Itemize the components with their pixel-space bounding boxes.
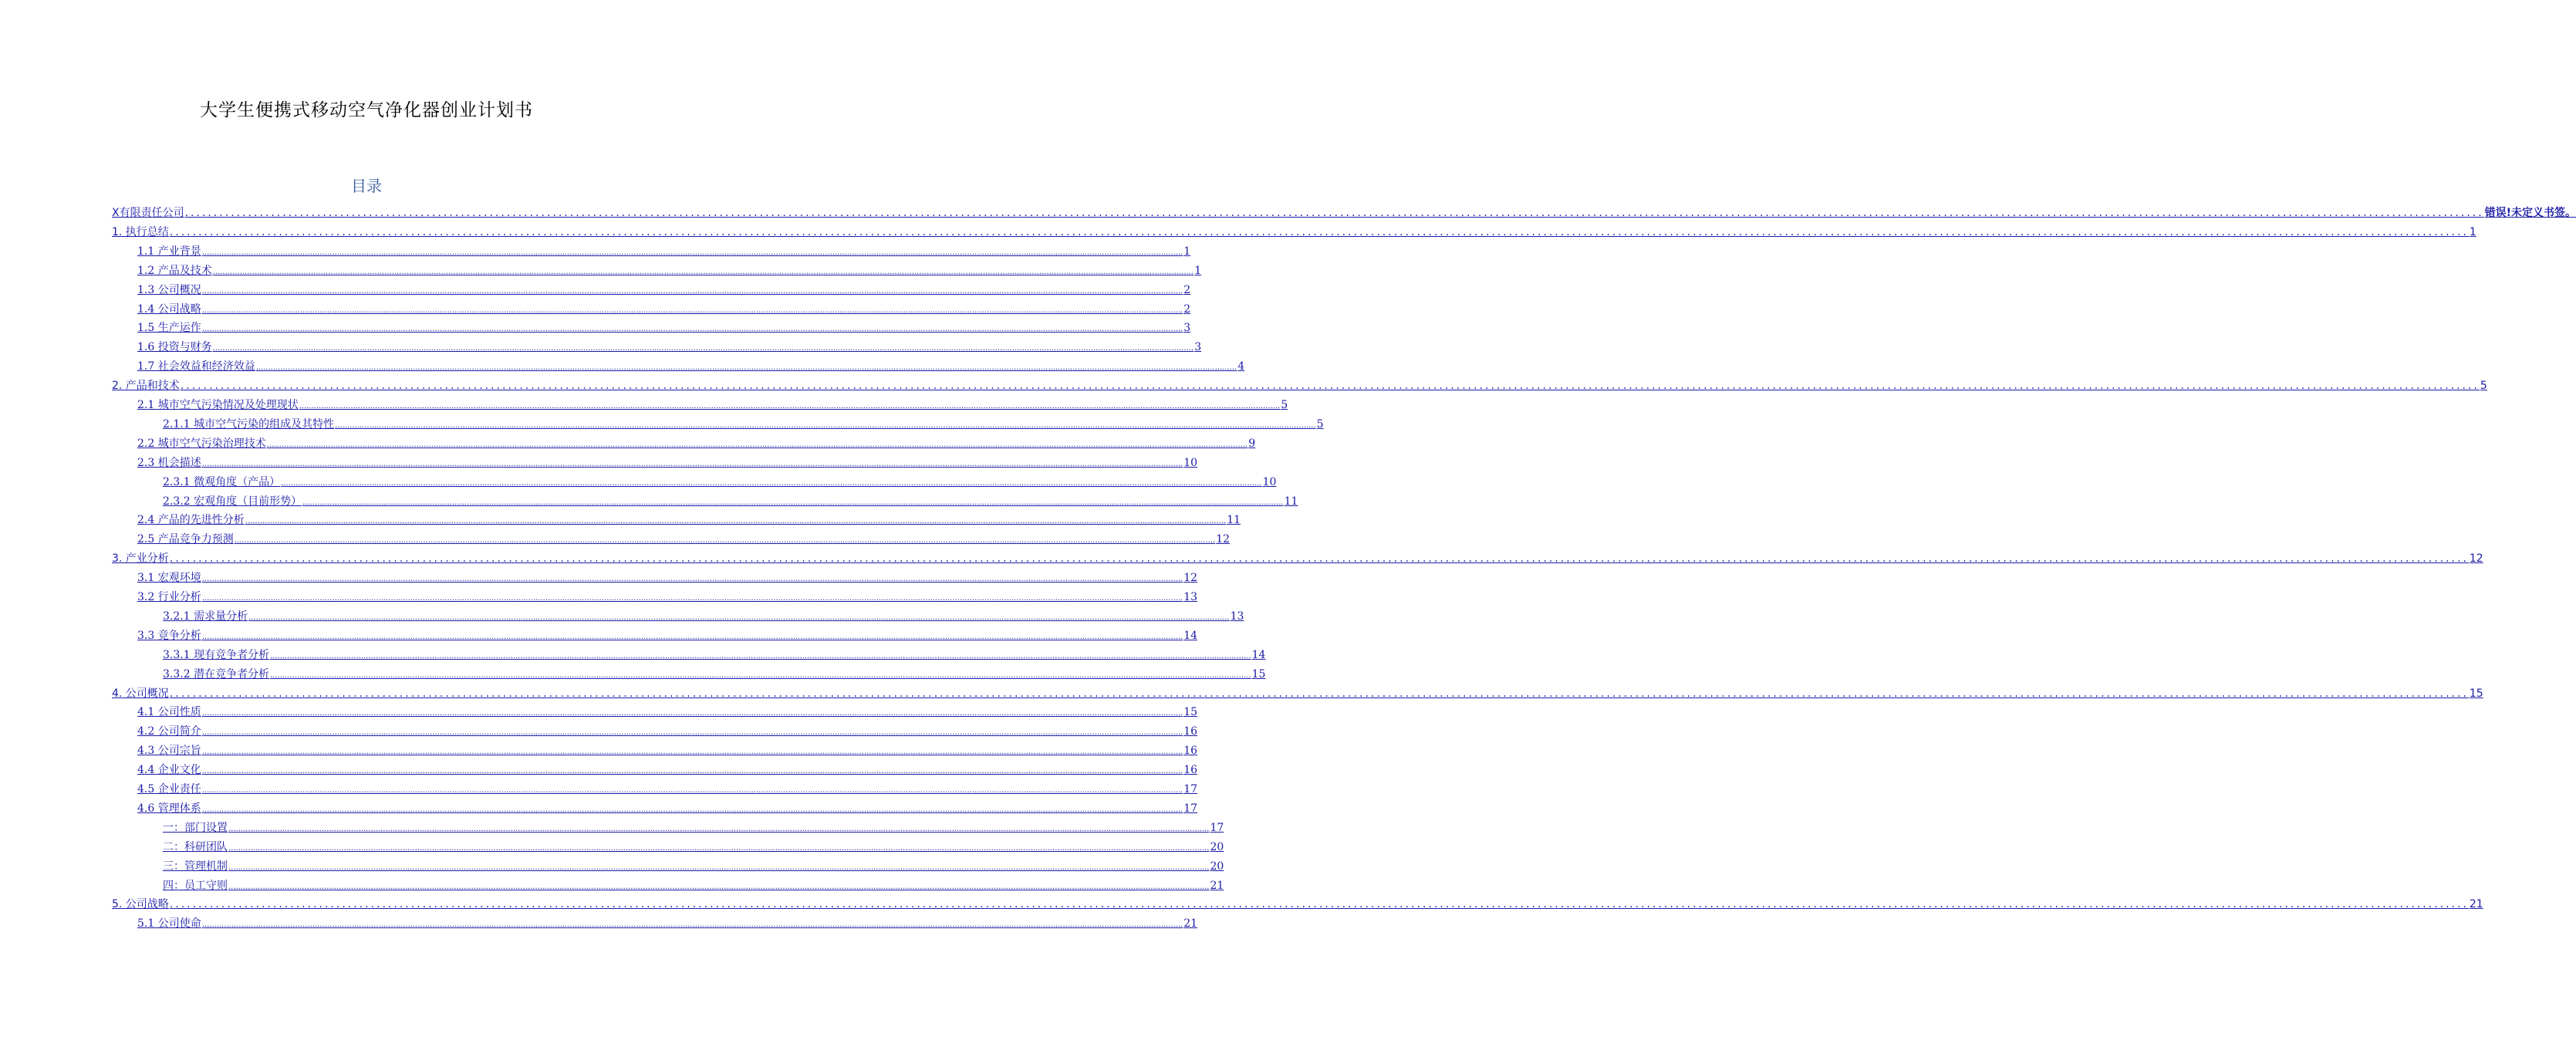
toc-leader-dots: ................................................................................................................................................................................................................................................................................................................................................................................................................	[270, 671, 1251, 680]
toc-entry-label: 4. 公司概况	[112, 687, 169, 700]
toc-leader-dots: ................................................................................................................................................................................................................................................................................................................................................................................................................	[201, 575, 1183, 583]
toc-entry-page: 10	[1262, 476, 1277, 488]
toc-entry-page: 2	[1183, 284, 1191, 296]
toc-entry-label: 3.3.2 潜在竞争者分析	[163, 668, 270, 681]
toc-entry-page: 5	[2480, 380, 2487, 392]
toc-entry[interactable]	[137, 511, 1241, 529]
toc-entry[interactable]	[137, 799, 1198, 818]
toc-entry-label: 2.4 产品的先进性分析	[137, 514, 245, 526]
toc-entry-page: 16	[1183, 725, 1198, 738]
toc-entry-label: 四：员工守则	[163, 880, 228, 892]
toc-leader-dots: ................................................................................................................................................................................................................................................................................................................................................................................................................	[302, 498, 1284, 507]
toc-entry-label: 5.1 公司使命	[137, 917, 201, 930]
toc-entry-page: 3	[1194, 341, 1202, 353]
toc-entry[interactable]	[163, 415, 1324, 434]
toc-entry[interactable]	[137, 300, 1191, 319]
toc-entry[interactable]	[137, 319, 1191, 337]
toc-entry-label: 2.2 城市空气污染治理技术	[137, 437, 266, 450]
toc-entry-page: 17	[1183, 783, 1198, 795]
toc-entry-label: 4.4 企业文化	[137, 764, 201, 776]
toc-entry-label: 4.2 公司简介	[137, 725, 201, 738]
toc-entry[interactable]	[163, 877, 1224, 895]
toc-leader-dots: ................................................................................................................................................................................................................................................................................................................................................................................................................	[201, 248, 1183, 257]
toc-leader-dots: ................................................................................................................................................................................................................................................................................................................................................................................................................	[201, 767, 1183, 775]
toc-entry[interactable]	[137, 357, 1245, 376]
toc-entry-label: 1.6 投资与财务	[137, 341, 212, 353]
toc-entry-label: 3.1 宏观环境	[137, 572, 201, 584]
toc-entry-label: 5. 公司战略	[112, 898, 169, 910]
toc-entry-page: 13	[1230, 610, 1244, 623]
toc-entry-page: 5	[1316, 418, 1324, 431]
toc-entry-page: 21	[2469, 898, 2483, 910]
toc-leader-dots: ................................................................................................................................................................................................................................................................................................................................................................................................................	[234, 536, 1216, 545]
toc-entry[interactable]	[137, 703, 1198, 721]
toc-entry[interactable]	[137, 396, 1288, 414]
toc-leader-dots: ................................................................................................................................................................................................................................................................................................................................................................................................................	[201, 594, 1183, 603]
toc-entry-label: 1. 执行总结	[112, 226, 169, 238]
toc-entry-page: 17	[1183, 802, 1198, 815]
toc-entry[interactable]	[163, 838, 1224, 856]
toc-leader-dots: ................................................................................................................................................................................................................................................................................................................................................................................................................	[201, 728, 1183, 737]
toc-entry-label: 3.2 行业分析	[137, 591, 201, 603]
toc-leader-dots: ................................................................................................................................................................................................................................................................................................................................................................................................................	[281, 479, 1262, 488]
toc-entry-label: 一：部门设置	[163, 822, 228, 834]
toc-entry[interactable]	[112, 895, 2483, 914]
toc-entry-page: 13	[1183, 591, 1198, 603]
toc-entry-label: 2. 产品和技术	[112, 380, 180, 392]
toc-entry-label: 3. 产业分析	[112, 552, 169, 565]
toc-leader-dots: ................................................................................................................................................................................................................................................................................................................................................................................................................	[180, 380, 2480, 392]
toc-entry-label: 2.3.2 宏观角度（目前形势）	[163, 495, 302, 508]
toc-entry[interactable]	[137, 741, 1198, 760]
toc-entry-label: 2.5 产品竞争力预测	[137, 533, 234, 546]
toc-entry[interactable]	[137, 281, 1191, 299]
toc-entry-label: 2.3 机会描述	[137, 457, 201, 469]
toc-entry[interactable]	[163, 665, 1266, 684]
toc-entry-label: 1.5 生产运作	[137, 322, 201, 334]
toc-entry[interactable]	[163, 646, 1266, 664]
toc-entry-page: 3	[1183, 322, 1191, 334]
toc-entry[interactable]	[163, 607, 1244, 626]
toc-leader-dots: ................................................................................................................................................................................................................................................................................................................................................................................................................	[245, 517, 1227, 525]
toc-entry-label: 4.1 公司性质	[137, 706, 201, 718]
toc-entry-label: 二：科研团队	[163, 841, 228, 853]
toc-entry-page: 9	[1248, 437, 1256, 450]
toc-entry-page: 4	[1237, 360, 1245, 373]
toc-leader-dots: ................................................................................................................................................................................................................................................................................................................................................................................................................	[299, 402, 1281, 410]
toc-entry-page: 15	[2469, 687, 2483, 700]
toc-entry-page: 21	[1183, 917, 1198, 930]
toc-entry[interactable]	[112, 377, 2487, 395]
toc-leader-dots: ................................................................................................................................................................................................................................................................................................................................................................................................................	[248, 613, 1230, 622]
toc-entry-page: 11	[1227, 514, 1241, 526]
toc-entry-label: 4.6 管理体系	[137, 802, 201, 815]
toc-entry[interactable]	[137, 588, 1198, 606]
toc-leader-dots: ................................................................................................................................................................................................................................................................................................................................................................................................................	[201, 325, 1183, 333]
toc-leader-dots: ................................................................................................................................................................................................................................................................................................................................................................................................................	[255, 363, 1237, 372]
toc-entry-page: 17	[1210, 822, 1224, 834]
toc-entry[interactable]	[137, 434, 1256, 453]
toc-leader-dots: ................................................................................................................................................................................................................................................................................................................................................................................................................	[201, 460, 1183, 468]
toc-entry-label: 4.5 企业责任	[137, 783, 201, 795]
toc-entry[interactable]	[112, 684, 2483, 703]
toc-entry[interactable]	[163, 473, 1277, 491]
toc-leader-dots: ................................................................................................................................................................................................................................................................................................................................................................................................................	[169, 552, 2469, 565]
toc-entry-page: 15	[1251, 668, 1266, 681]
toc-entry-page: 12	[2469, 552, 2483, 565]
toc-leader-dots: ................................................................................................................................................................................................................................................................................................................................................................................................................	[228, 883, 1210, 891]
toc-entry[interactable]	[163, 819, 1224, 837]
toc-entry-page: 12	[1183, 572, 1198, 584]
toc-entry-page: 1	[2469, 226, 2476, 238]
toc-entry[interactable]	[137, 722, 1198, 741]
toc-entry-label: 3.2.1 需求量分析	[163, 610, 248, 623]
toc-entry-page: 10	[1183, 457, 1198, 469]
toc-entry[interactable]	[137, 780, 1198, 799]
toc-entry-label: 1.7 社会效益和经济效益	[137, 360, 255, 373]
toc-entry-label: X有限责任公司	[112, 207, 184, 219]
toc-entry[interactable]	[137, 338, 1202, 356]
toc-leader-dots: ................................................................................................................................................................................................................................................................................................................................................................................................................	[201, 306, 1183, 315]
toc-entry[interactable]	[163, 492, 1298, 511]
toc-entry-label: 3.3.1 现有竞争者分析	[163, 649, 270, 661]
toc-entry-label: 1.2 产品及技术	[137, 265, 212, 277]
toc-entry-page: 20	[1210, 860, 1224, 873]
toc-entry-page: 错误!未定义书签。	[2484, 207, 2576, 219]
toc-entry-page: 1	[1194, 265, 1202, 277]
toc-leader-dots: ................................................................................................................................................................................................................................................................................................................................................................................................................	[201, 709, 1183, 718]
toc-entry-label: 2.1 城市空气污染情况及处理现状	[137, 399, 299, 411]
toc-entry-label: 2.3.1 微观角度（产品）	[163, 476, 281, 488]
toc-entry[interactable]	[137, 242, 1191, 261]
toc-entry[interactable]	[112, 223, 2476, 242]
toc-leader-dots: ................................................................................................................................................................................................................................................................................................................................................................................................................	[201, 920, 1183, 929]
toc-entry-page: 11	[1284, 495, 1298, 508]
toc-leader-dots: ................................................................................................................................................................................................................................................................................................................................................................................................................	[201, 786, 1183, 795]
document-title: 大学生便携式移动空气净化器创业计划书	[200, 100, 533, 120]
toc-leader-dots: ................................................................................................................................................................................................................................................................................................................................................................................................................	[212, 344, 1194, 353]
toc-leader-dots: ................................................................................................................................................................................................................................................................................................................................................................................................................	[201, 748, 1183, 756]
toc-entry-page: 12	[1216, 533, 1231, 546]
toc-heading: 目录	[351, 177, 382, 195]
toc-leader-dots: ................................................................................................................................................................................................................................................................................................................................................................................................................	[212, 268, 1194, 276]
toc-leader-dots: ................................................................................................................................................................................................................................................................................................................................................................................................................	[169, 226, 2469, 238]
toc-entry-label: 1.4 公司战略	[137, 303, 201, 316]
toc-entry[interactable]	[112, 549, 2483, 568]
toc-entry[interactable]	[163, 857, 1224, 876]
toc-entry-page: 14	[1183, 630, 1198, 642]
toc-leader-dots: ................................................................................................................................................................................................................................................................................................................................................................................................................	[270, 652, 1251, 660]
toc-entry-page: 16	[1183, 764, 1198, 776]
toc-entry-page: 1	[1183, 245, 1191, 258]
toc-entry-page: 20	[1210, 841, 1224, 853]
toc-entry[interactable]	[137, 761, 1198, 779]
toc-entry-label: 三：管理机制	[163, 860, 228, 873]
toc-entry-label: 1.1 产业背景	[137, 245, 201, 258]
toc-entry-label: 2.1.1 城市空气污染的组成及其特性	[163, 418, 335, 431]
toc-entry-page: 15	[1183, 706, 1198, 718]
toc-entry[interactable]	[137, 262, 1202, 280]
toc-entry-label: 4.3 公司宗旨	[137, 745, 201, 757]
toc-leader-dots: ................................................................................................................................................................................................................................................................................................................................................................................................................	[184, 207, 2484, 219]
toc-entry-page: 16	[1183, 745, 1198, 757]
toc-entry-label: 1.3 公司概况	[137, 284, 201, 296]
toc-entry[interactable]	[112, 204, 2576, 222]
toc-entry[interactable]	[137, 454, 1198, 472]
toc-leader-dots: ................................................................................................................................................................................................................................................................................................................................................................................................................	[228, 825, 1210, 833]
toc-entry[interactable]	[137, 914, 1198, 933]
toc-leader-dots: ................................................................................................................................................................................................................................................................................................................................................................................................................	[228, 844, 1210, 853]
toc-entry-page: 14	[1251, 649, 1266, 661]
toc-leader-dots: ................................................................................................................................................................................................................................................................................................................................................................................................................	[266, 441, 1248, 449]
toc-leader-dots: ................................................................................................................................................................................................................................................................................................................................................................................................................	[169, 687, 2469, 700]
toc-leader-dots: ................................................................................................................................................................................................................................................................................................................................................................................................................	[335, 421, 1316, 430]
toc-entry[interactable]	[137, 569, 1198, 587]
toc-entry-page: 2	[1183, 303, 1191, 316]
toc-entry[interactable]	[137, 627, 1198, 645]
toc-leader-dots: ................................................................................................................................................................................................................................................................................................................................................................................................................	[201, 633, 1183, 641]
toc-entry[interactable]	[137, 530, 1231, 549]
toc-leader-dots: ................................................................................................................................................................................................................................................................................................................................................................................................................	[169, 898, 2469, 910]
toc-entry-page: 21	[1210, 880, 1224, 892]
toc-leader-dots: ................................................................................................................................................................................................................................................................................................................................................................................................................	[201, 287, 1183, 296]
toc-entry-label: 3.3 竞争分析	[137, 630, 201, 642]
toc-leader-dots: ................................................................................................................................................................................................................................................................................................................................................................................................................	[201, 806, 1183, 814]
toc-entry-page: 5	[1281, 399, 1288, 411]
toc-leader-dots: ................................................................................................................................................................................................................................................................................................................................................................................................................	[228, 863, 1210, 872]
